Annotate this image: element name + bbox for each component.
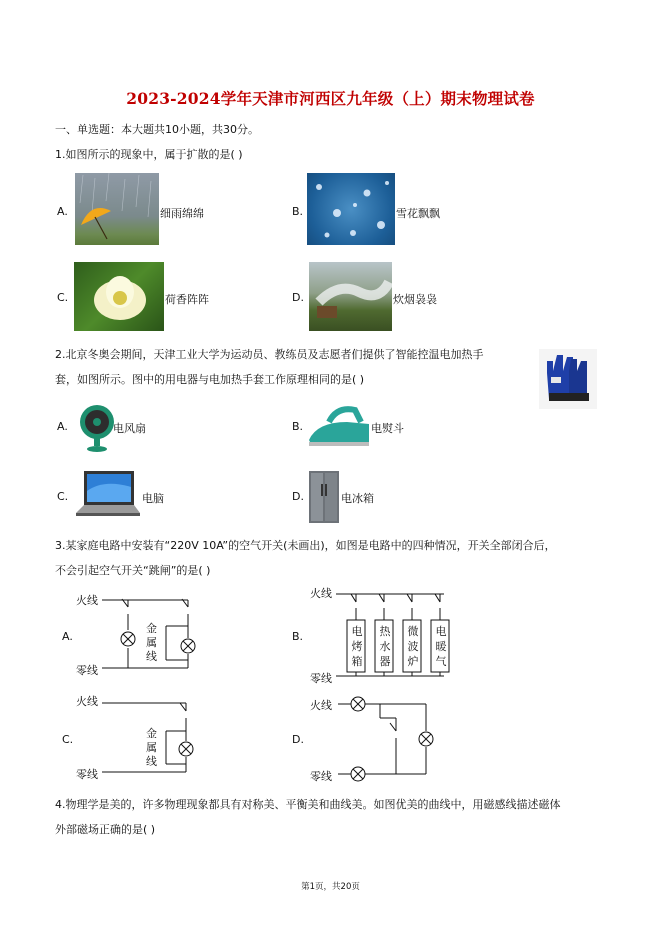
q2-option-b-label: 电熨斗 — [371, 422, 404, 435]
q3-b-neutral-label: 零线 — [310, 672, 332, 685]
q2-option-d-label: 电冰箱 — [341, 492, 374, 505]
umbrella-icon — [75, 173, 159, 245]
q2-option-d-letter[interactable]: D. — [292, 490, 304, 503]
refrigerator-icon — [307, 470, 341, 524]
q3-b-live-label: 火线 — [310, 587, 332, 600]
q2-stem-line2: 套，如图所示。图中的用电器与电加热手套工作原理相同的是( ) — [55, 373, 365, 386]
q1-option-a-label: 细雨绵绵 — [160, 207, 204, 220]
q4-stem-line2: 外部磁场正确的是( ) — [55, 823, 156, 836]
q2-option-c-label: 电脑 — [142, 492, 164, 505]
q3-b-oven-label: 电 烤 箱 — [351, 625, 363, 668]
smoke-icon — [309, 262, 392, 331]
page-footer: 第1页，共20页 — [301, 882, 360, 892]
q3-a-metal-wire-label: 金 属 线 — [146, 622, 157, 663]
heated-glove-icon — [533, 343, 603, 413]
q2-option-b-letter[interactable]: B. — [292, 420, 304, 433]
q3-c-metal-wire-label: 金 属 线 — [146, 727, 157, 768]
q3-option-b-letter[interactable]: B. — [292, 630, 304, 643]
q1-image-smoke — [309, 262, 392, 331]
q1-option-b-label: 雪花飘飘 — [396, 207, 440, 220]
q2-option-a-label: 电风扇 — [113, 422, 146, 435]
q3-d-live-label: 火线 — [310, 699, 332, 712]
q3-a-neutral-label: 零线 — [76, 664, 98, 677]
q3-option-c-letter[interactable]: C. — [62, 733, 74, 746]
page-title: 2023-2024学年天津市河西区九年级（上）期末物理试卷 — [126, 89, 535, 108]
q3-b-microwave-label: 微 波 炉 — [407, 625, 419, 668]
snowflake-icon — [307, 173, 395, 245]
q2-stem-line1: 2.北京冬奥会期间，天津工业大学为运动员、教练员及志愿者们提供了智能控温电加热手 — [55, 348, 484, 361]
q1-option-c-label: 荷香阵阵 — [165, 293, 209, 306]
q3-c-live-label: 火线 — [76, 695, 98, 708]
q3-option-a-letter[interactable]: A. — [62, 630, 73, 643]
q1-option-d-label: 炊烟袅袅 — [393, 293, 437, 306]
q4-stem-line1: 4.物理学是美的，许多物理现象都具有对称美、平衡美和曲线美。如图优美的曲线中，用磁感线描述磁体 — [55, 798, 561, 811]
q1-image-lotus — [74, 262, 164, 331]
q3-stem-line1: 3.某家庭电路中安装有“220V 10A”的空气开关(未画出)，如图是电路中的四种情况，开关全部闭合后， — [55, 539, 556, 552]
q1-option-d-letter[interactable]: D. — [292, 291, 304, 304]
q3-stem-line2: 不会引起空气开关“跳闸”的是( ) — [55, 564, 211, 577]
section-heading: 一、单选题：本大题共10小题，共30分。 — [55, 123, 259, 136]
q3-option-d-letter[interactable]: D. — [292, 733, 304, 746]
q1-image-rain — [75, 173, 159, 245]
electric-iron-icon — [307, 404, 373, 448]
q1-option-b-letter[interactable]: B. — [292, 205, 304, 218]
laptop-icon — [74, 469, 142, 521]
q3-c-neutral-label: 零线 — [76, 768, 98, 781]
q2-option-a-letter[interactable]: A. — [57, 420, 68, 433]
q1-image-snow — [307, 173, 395, 245]
q1-option-c-letter[interactable]: C. — [57, 291, 69, 304]
q1-stem: 1.如图所示的现象中，属于扩散的是( ) — [55, 148, 243, 161]
q2-option-c-letter[interactable]: C. — [57, 490, 69, 503]
q1-option-a-letter[interactable]: A. — [57, 205, 68, 218]
circuit-diagram-d — [336, 694, 446, 784]
q3-a-live-label: 火线 — [76, 594, 98, 607]
q3-d-neutral-label: 零线 — [310, 770, 332, 783]
lotus-flower-icon — [74, 262, 164, 331]
q3-b-water-heater-label: 热 水 器 — [379, 625, 391, 668]
q3-b-heater-label: 电 暖 气 — [435, 625, 447, 668]
